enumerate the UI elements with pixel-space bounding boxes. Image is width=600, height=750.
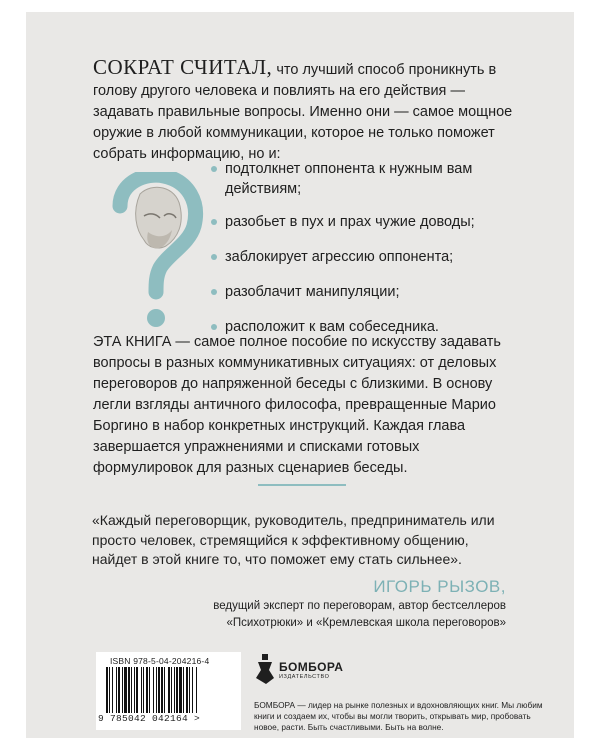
list-item-text: расположит к вам собеседника. xyxy=(225,319,439,335)
bullet-dot xyxy=(211,219,217,225)
barcode-bar xyxy=(134,667,135,713)
barcode-bar xyxy=(136,667,138,713)
barcode-bar xyxy=(174,667,175,713)
endorsement-quote: «Каждый переговорщик, руководитель, предприниматель или просто человек, стремящийся к эффективному общению, найдет в этой книге то, что поможет ему стать сильнее». xyxy=(92,512,495,567)
barcode-bar xyxy=(158,667,160,713)
list-item-text: заблокирует агрессию оппонента; xyxy=(225,249,454,265)
barcode-bar xyxy=(196,667,197,713)
barcode-bar xyxy=(112,667,113,713)
barcode-bar xyxy=(168,667,170,713)
barcode-bar xyxy=(183,667,184,713)
list-item-text: разоблачит манипуляции; xyxy=(225,284,400,300)
publisher-name: БОМБОРА xyxy=(279,660,344,674)
list-item-text: подтолкнет оппонента к нужным вам действиям; xyxy=(225,161,473,197)
list-item-text: разобьет в пух и прах чужие доводы; xyxy=(225,214,475,230)
barcode-digits: 9 785042 042164 > xyxy=(98,713,201,724)
barcode-bar xyxy=(131,667,132,713)
barcode-bar xyxy=(106,667,108,713)
book-lead: ЭТА КНИГА xyxy=(93,334,172,350)
barcode-bar xyxy=(149,667,150,713)
barcode xyxy=(96,652,241,730)
barcode-bar xyxy=(122,667,123,713)
intro-text: что лучший способ проникнуть в голову другого человека и повлиять на его действия — задавать правильные вопросы. Именно они — самое мощное оружие в любой коммуникации, которое не только поможет собрать информацию, но и: xyxy=(93,62,513,162)
barcode-bar xyxy=(118,667,120,713)
bullet-dot xyxy=(211,289,217,295)
intro-paragraph xyxy=(93,57,513,165)
barcode-bar xyxy=(189,667,190,713)
isbn-label: ISBN 978-5-04-204216-4 xyxy=(110,656,210,666)
book-text: — самое полное пособие по искусству задавать вопросы в разных коммуникативных ситуациях: от деловых переговоров до напряженной беседы с близкими. В основу легли взгляды античного философа, превращенные Марио Боргино в набор конкретных инструкций. Каждая глава завершается упражнениями и списками готовых формулировок для разных сценариев беседы. xyxy=(93,334,501,476)
barcode-bar xyxy=(124,667,127,713)
barcode-bar xyxy=(161,667,163,713)
barcode-bar xyxy=(192,667,193,713)
quote-author xyxy=(146,576,506,632)
socrates-question-mark-illustration xyxy=(106,172,206,332)
list-item xyxy=(211,282,511,302)
barcode-bar xyxy=(146,667,148,713)
author-role-line1: ведущий эксперт по переговорам, автор бестселлеров xyxy=(213,600,506,612)
barcode-bar xyxy=(128,667,130,713)
barcode-bar xyxy=(176,667,178,713)
author-name: ИГОРЬ РЫЗОВ, xyxy=(373,577,506,596)
barcode-bars xyxy=(106,667,231,713)
barcode-bar xyxy=(143,667,144,713)
divider xyxy=(258,484,346,486)
bombora-logo-icon xyxy=(254,652,276,686)
book-description xyxy=(93,332,518,479)
list-item xyxy=(211,247,511,267)
barcode-bar xyxy=(156,667,157,713)
barcode-bar xyxy=(179,667,182,713)
bullet-dot xyxy=(211,254,217,260)
back-cover xyxy=(26,12,574,738)
barcode-bar xyxy=(116,667,117,713)
intro-lead: СОКРАТ СЧИТАЛ, xyxy=(93,55,273,79)
bullet-dot xyxy=(211,166,217,172)
bullet-dot xyxy=(211,324,217,330)
barcode-bar xyxy=(164,667,165,713)
list-item xyxy=(211,212,511,232)
publisher-text: БОМБОРА — лидер на рынке полезных и вдохновляющих книг. Мы любим книги и создаем их, чтобы вы могли творить, открывать мир, пробовать новое, расти. Быть счастливыми. Быть на волне. xyxy=(254,700,543,732)
barcode-bar xyxy=(141,667,142,713)
list-item xyxy=(211,159,511,199)
publisher-sub: ИЗДАТЕЛЬСТВО xyxy=(279,674,330,680)
barcode-bar xyxy=(109,667,110,713)
benefits-list xyxy=(211,159,511,352)
barcode-bar xyxy=(171,667,172,713)
barcode-bar xyxy=(186,667,188,713)
barcode-bar xyxy=(153,667,154,713)
author-role-line2: «Психотрюки» и «Кремлевская школа переговоров» xyxy=(226,617,506,629)
